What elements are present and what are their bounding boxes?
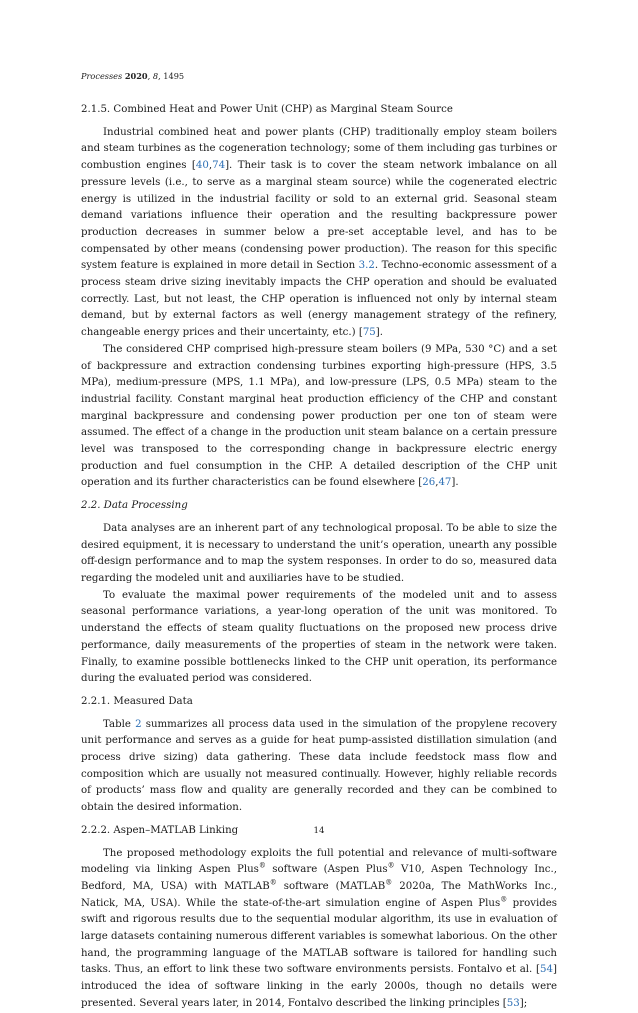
text-run: 2020a, The MathWorks Inc., Natick, MA, USA). While the state-of-the-art simulation engine of Aspen Plus [81,880,557,909]
citation-link[interactable]: 40 [195,160,209,172]
running-header: Processes 2020, 8, 1495 [81,71,185,81]
registered-mark: ® [387,861,395,870]
registered-mark: ® [500,895,508,904]
paragraph-md-1 [81,717,557,817]
citation-link[interactable]: 74 [212,160,226,172]
article-number: 1495 [163,71,185,81]
text-run: ]; [519,997,528,1009]
journal-volume: 8 [152,71,159,81]
text-run: ] introduced the idea of software linking in the early 2000s, though no details were presented. Several years later, in 2014, Fontalvo described the linking principles [ [81,964,557,1009]
citation-link[interactable]: 26 [422,477,436,489]
text-run: ]. [451,477,459,489]
paragraph-am-1 [81,846,557,1013]
section-heading-chp: 2.1.5. Combined Heat and Power Unit (CHP) as Marginal Steam Source [81,104,453,115]
section-heading-aspen-matlab: 2.2.2. Aspen–MATLAB Linking [81,824,239,836]
page-number: 14 [313,826,325,836]
text-run: software (MATLAB [276,880,386,892]
section-heading-data-processing: 2.2. Data Processing [81,500,188,512]
text-run: ]. [375,327,383,339]
table-link[interactable]: 2 [135,718,142,730]
paragraph-chp-2 [81,342,557,492]
text-run: Table [103,718,136,730]
text-run: , [435,477,439,489]
text-run: ]. Their task is to cover the steam network imbalance on all pressure levels (i.e., to serve as a marginal steam source) while the cogenerated electric energy is utilized in the industrial facility or sold to an external grid. Seasonal steam demand variations influence their operation and the resulting backpressure power production decreases in summer below a pre-set acceptable level, and has to be compensated by other means (condensing power production). The reason for this specific system feature is explained in more detail in Section [81,160,557,272]
citation-link[interactable]: 53 [506,997,520,1009]
article-body [81,102,557,1013]
citation-link[interactable]: 47 [438,477,452,489]
text-run: summarizes all process data used in the simulation of the propylene recovery unit performance and serves as a guide for heat pump-assisted distillation simulation (and process drive sizing) data gathering. These data include feedstock mass flow and composition which are usually not measured continually. However, highly reliable records of products’ mass flow and quality are generally recorded and they can be combined to obtain the desired information. [81,718,557,814]
registered-mark: ® [269,878,277,887]
paragraph-dp-2: To evaluate the maximal power requirements of the modeled unit and to assess seasonal performance variations, a year-long operation of the unit was monitored. To understand the effects of steam quality fluctuations on the proposed new process drive performance, daily measurements of the properties of steam in the network were taken. Finally, to examine possible bottlenecks linked to the CHP unit operation, its performance during the evaluated period was considered. [81,589,557,685]
section-link[interactable]: 3.2 [358,260,375,272]
text-run: The proposed methodology exploits the full potential and relevance of multi-software modeling via linking Aspen Plus [81,847,557,876]
text-run: V10, Aspen Technology Inc., Bedford, MA, USA) with MATLAB [81,864,557,892]
text-run: Industrial combined heat and power plants (CHP) traditionally employ steam boilers and steam turbines as the cogeneration technology; some of them including gas turbines or combustion engines [ [81,126,557,172]
text-run: software (Aspen Plus [265,864,388,876]
text-run: . Techno-economic assessment of a process steam drive sizing inevitably impacts the CHP operation and should be evaluated correctly. Last, but not least, the CHP operation is influenced not only by internal steam demand, but by external factors as well (energy management strategy of the refinery, changeable energy prices and their uncertainty, etc.) [ [81,260,557,339]
journal-name: Processes [81,71,123,81]
journal-year: 2020 [124,71,148,81]
paragraph-dp-1: Data analyses are an inherent part of any technological proposal. To be able to size the desired equipment, it is necessary to understand the unit’s operation, unearth any possible off-design performance and to map the system responses. In order to do so, measured data regarding the modeled unit and auxiliaries have to be studied. [81,522,557,584]
registered-mark: ® [385,878,393,887]
citation-link[interactable]: 54 [540,964,554,976]
paragraph-chp-1 [81,125,557,342]
text-run: The considered CHP comprised high-pressure steam boilers (9 MPa, 530 °C) and a set of backpressure and extraction condensing turbines exporting high-pressure (HPS, 3.5 MPa), medium-pressure (MPS, 1.1 MPa), and low-pressure (LPS, 0.5 MPa) steam to the industrial facility. Constant marginal heat production efficiency of the CHP and constant marginal backpressure and condensing power production per one ton of steam were assumed. The effect of a change in the production unit steam balance on a certain pressure level was transposed to the corresponding change in backpressure electric energy production and fuel consumption in the CHP. A detailed description of the CHP unit operation and its further characteristics can be found elsewhere [ [81,343,557,489]
registered-mark: ® [258,861,266,870]
section-heading-measured-data: 2.2.1. Measured Data [81,695,193,707]
text-run: , [208,160,213,172]
citation-link[interactable]: 75 [362,327,376,339]
text-run: provides swift and rigorous results due to the sequential modular algorithm, its use in evaluation of large datasets containing numerous different variables is somewhat laborious. On the other hand, the programming language of the MATLAB software is tailored for handling such tasks. Thus, an effort to link these two software environments persists. Fontalvo et al. [ [81,897,558,976]
